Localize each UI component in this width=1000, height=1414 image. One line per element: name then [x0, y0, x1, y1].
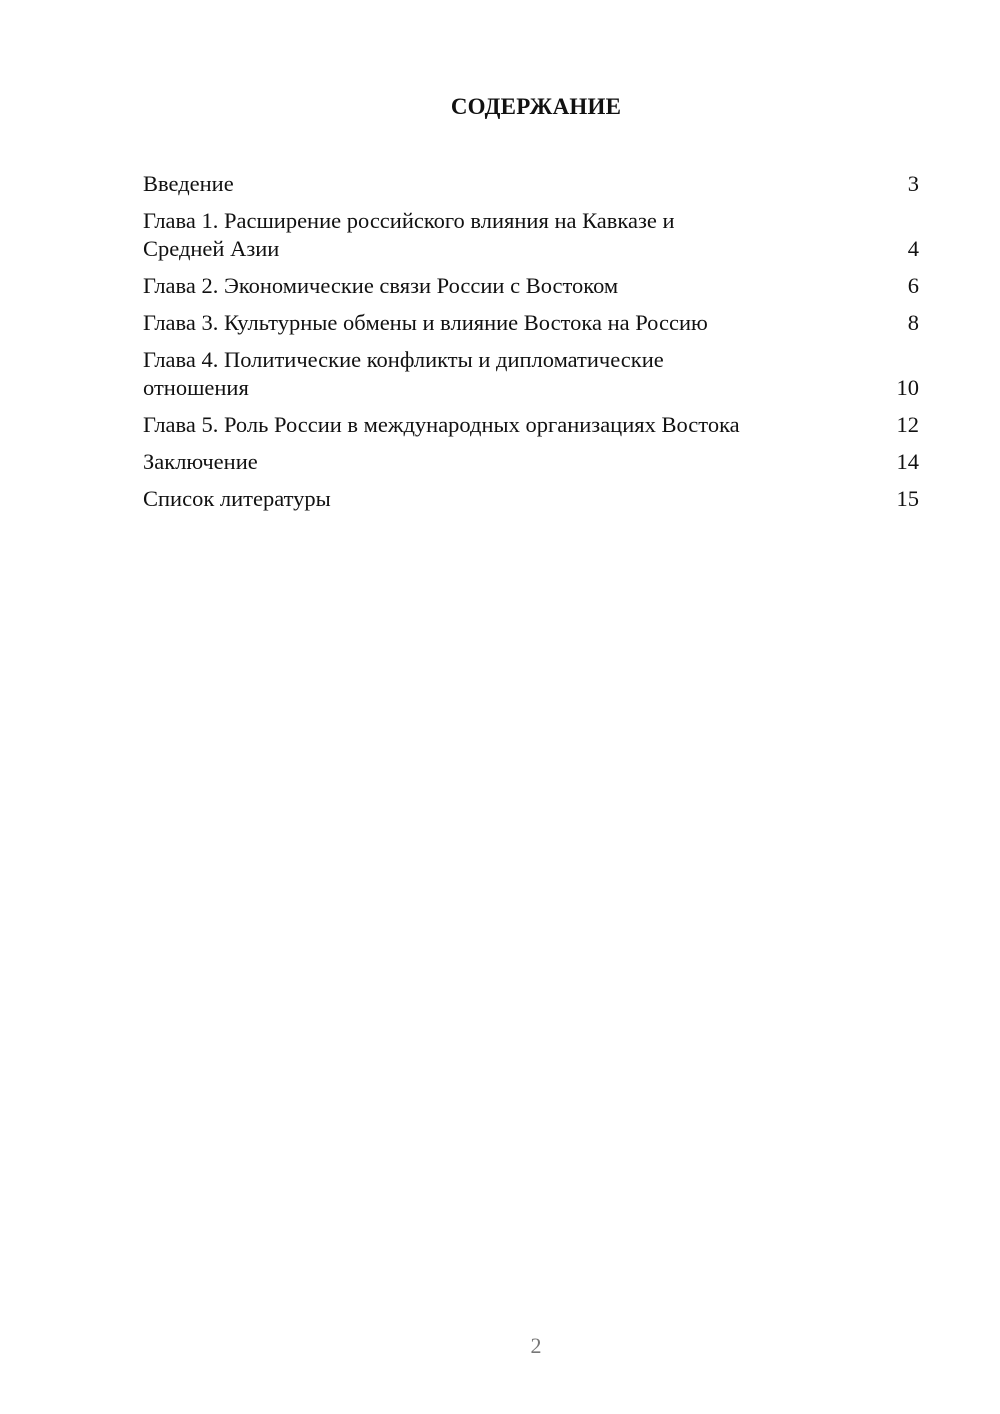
toc-entry-text: Глава 1. Расширение российского влияния на Кавказе и Средней Азии [143, 208, 675, 261]
toc-entry-text: Введение [143, 171, 234, 196]
toc-entry-chapter-2 [143, 272, 919, 300]
toc-entry-text: Глава 3. Культурные обмены и влияние Востока на Россию [143, 310, 708, 335]
toc-entry-text: Глава 4. Политические конфликты и дипломатические отношения [143, 347, 664, 400]
toc-entry-page: 8 [907, 310, 919, 335]
toc-entry-chapter-3 [143, 309, 919, 337]
toc-entry-references [143, 485, 919, 513]
toc-entry-chapter-5 [143, 411, 919, 439]
toc-entry-text: Глава 2. Экономические связи России с Востоком [143, 273, 619, 298]
toc-entry-text: Заключение [143, 449, 258, 474]
toc-entry-page: 3 [907, 171, 919, 196]
toc-entry-page: 10 [896, 375, 919, 400]
toc-entry-text: Список литературы [143, 486, 331, 511]
toc-entry-chapter-4 [143, 346, 919, 402]
toc-entry-page: 12 [896, 412, 919, 437]
page-title: СОДЕРЖАНИЕ [450, 94, 622, 119]
page-number: 2 [530, 1333, 542, 1358]
table-of-contents [143, 170, 919, 522]
toc-entry-page: 4 [907, 236, 919, 261]
toc-entry-conclusion [143, 448, 919, 476]
toc-entry-text: Глава 5. Роль России в международных организациях Востока [143, 412, 740, 437]
toc-entry-page: 15 [896, 486, 919, 511]
toc-entry-page: 14 [896, 449, 919, 474]
toc-entry-introduction [143, 170, 919, 198]
toc-entry-page: 6 [907, 273, 919, 298]
toc-entry-chapter-1 [143, 207, 919, 263]
